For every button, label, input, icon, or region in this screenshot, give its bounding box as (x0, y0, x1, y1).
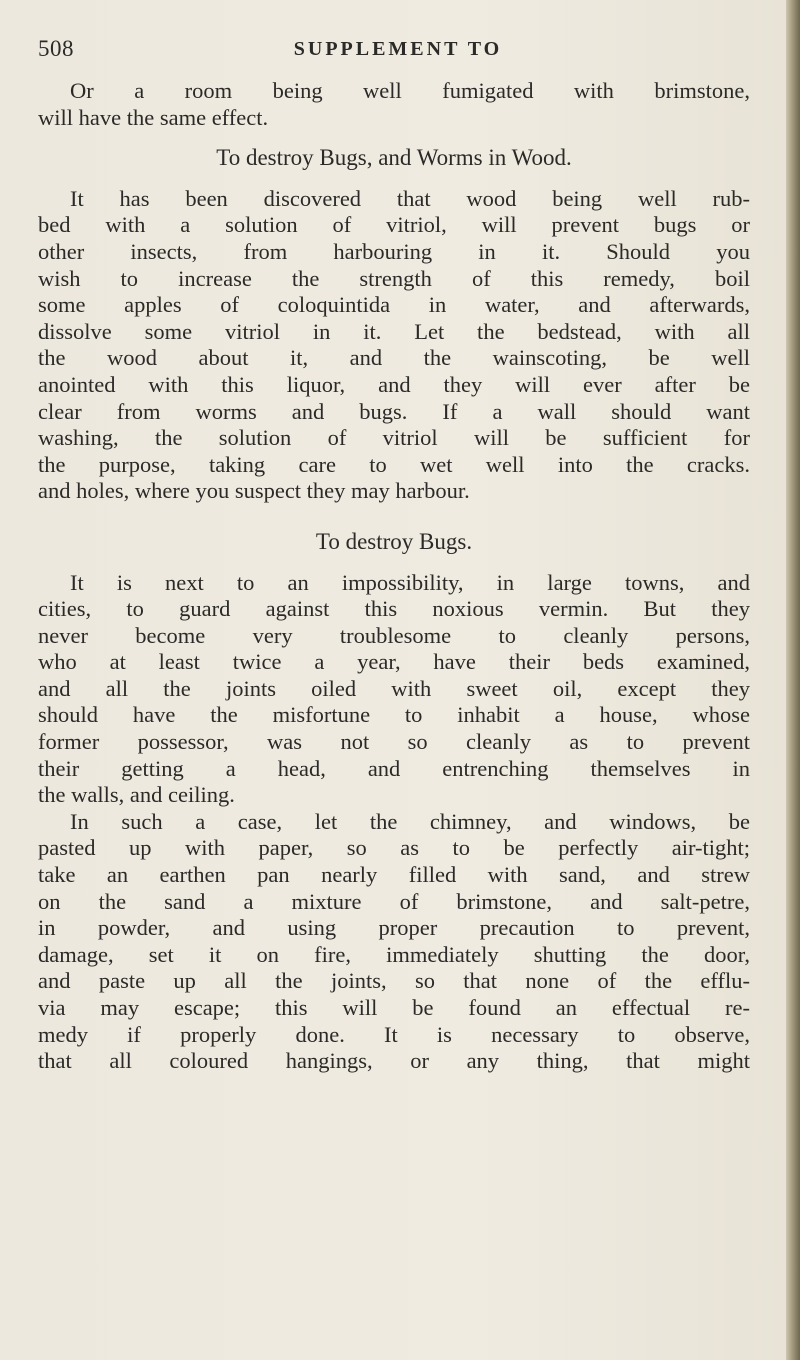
text-line: clear from worms and bugs. If a wall should want (38, 398, 750, 424)
body-text (38, 78, 750, 1075)
page-binding-edge (786, 0, 800, 1360)
text-line: washing, the solution of vitriol will be sufficient for (38, 425, 750, 451)
section1-paragraph (38, 186, 750, 505)
text-line: dissolve some vitriol in it. Let the bedstead, with all (38, 318, 750, 344)
text-line: and paste up all the joints, so that none of the efflu- (38, 968, 750, 994)
running-head (38, 36, 758, 68)
text-line: and holes, where you suspect they may harbour. (38, 478, 470, 504)
text-line: cities, to guard against this noxious vermin. But they (38, 596, 750, 622)
text-line: the walls, and ceiling. (38, 782, 235, 808)
text-line: the purpose, taking care to wet well into the cracks. (38, 451, 750, 477)
intro-paragraph (38, 78, 750, 131)
text-line: former possessor, was not so cleanly as to prevent (38, 729, 750, 755)
text-line: their getting a head, and entrenching themselves in (38, 755, 750, 781)
section-heading-bugs-worms: To destroy Bugs, and Worms in Wood. (216, 145, 572, 171)
text-line: that all coloured hangings, or any thing, that might (38, 1048, 750, 1074)
text-line: some apples of coloquintida in water, and afterwards, (38, 292, 750, 318)
text-line: who at least twice a year, have their beds examined, (38, 649, 750, 675)
text-line: damage, set it on fire, immediately shutting the door, (38, 941, 750, 967)
text-line: never become very troublesome to cleanly persons, (38, 622, 750, 648)
text-line: bed with a solution of vitriol, will prevent bugs or (38, 212, 750, 238)
text-line: via may escape; this will be found an effectual re- (38, 995, 750, 1020)
text-line: It is next to an impossibility, in large towns, and (70, 569, 750, 595)
section2-paragraph-1 (38, 570, 750, 809)
text-line: pasted up with paper, so as to be perfectly air-tight; (38, 835, 750, 861)
text-line: will have the same effect. (38, 104, 269, 130)
section-heading-bugs: To destroy Bugs. (315, 528, 473, 554)
text-line: anointed with this liquor, and they will ever after be (38, 371, 750, 397)
text-line: Or a room being well fumigated with brimstone, (70, 78, 750, 103)
text-line: wish to increase the strength of this remedy, boil (38, 265, 750, 291)
running-title: SUPPLEMENT TO (293, 38, 503, 60)
page-number: 508 (38, 36, 74, 61)
text-line: on the sand a mixture of brimstone, and salt-petre, (38, 888, 750, 914)
text-line: other insects, from harbouring in it. Should you (38, 238, 750, 264)
section2-paragraph-2 (38, 809, 750, 1075)
text-line: should have the misfortune to inhabit a house, whose (38, 702, 750, 728)
text-line: In such a case, let the chimney, and windows, be (70, 808, 750, 834)
text-line: take an earthen pan nearly filled with sand, and strew (38, 862, 750, 888)
text-line: in powder, and using proper precaution to prevent, (38, 915, 750, 941)
text-line: medy if properly done. It is necessary to observe, (38, 1021, 750, 1047)
text-line: It has been discovered that wood being well rub- (70, 185, 750, 211)
text-line: and all the joints oiled with sweet oil, except they (38, 675, 750, 701)
text-line: the wood about it, and the wainscoting, be well (38, 345, 750, 371)
